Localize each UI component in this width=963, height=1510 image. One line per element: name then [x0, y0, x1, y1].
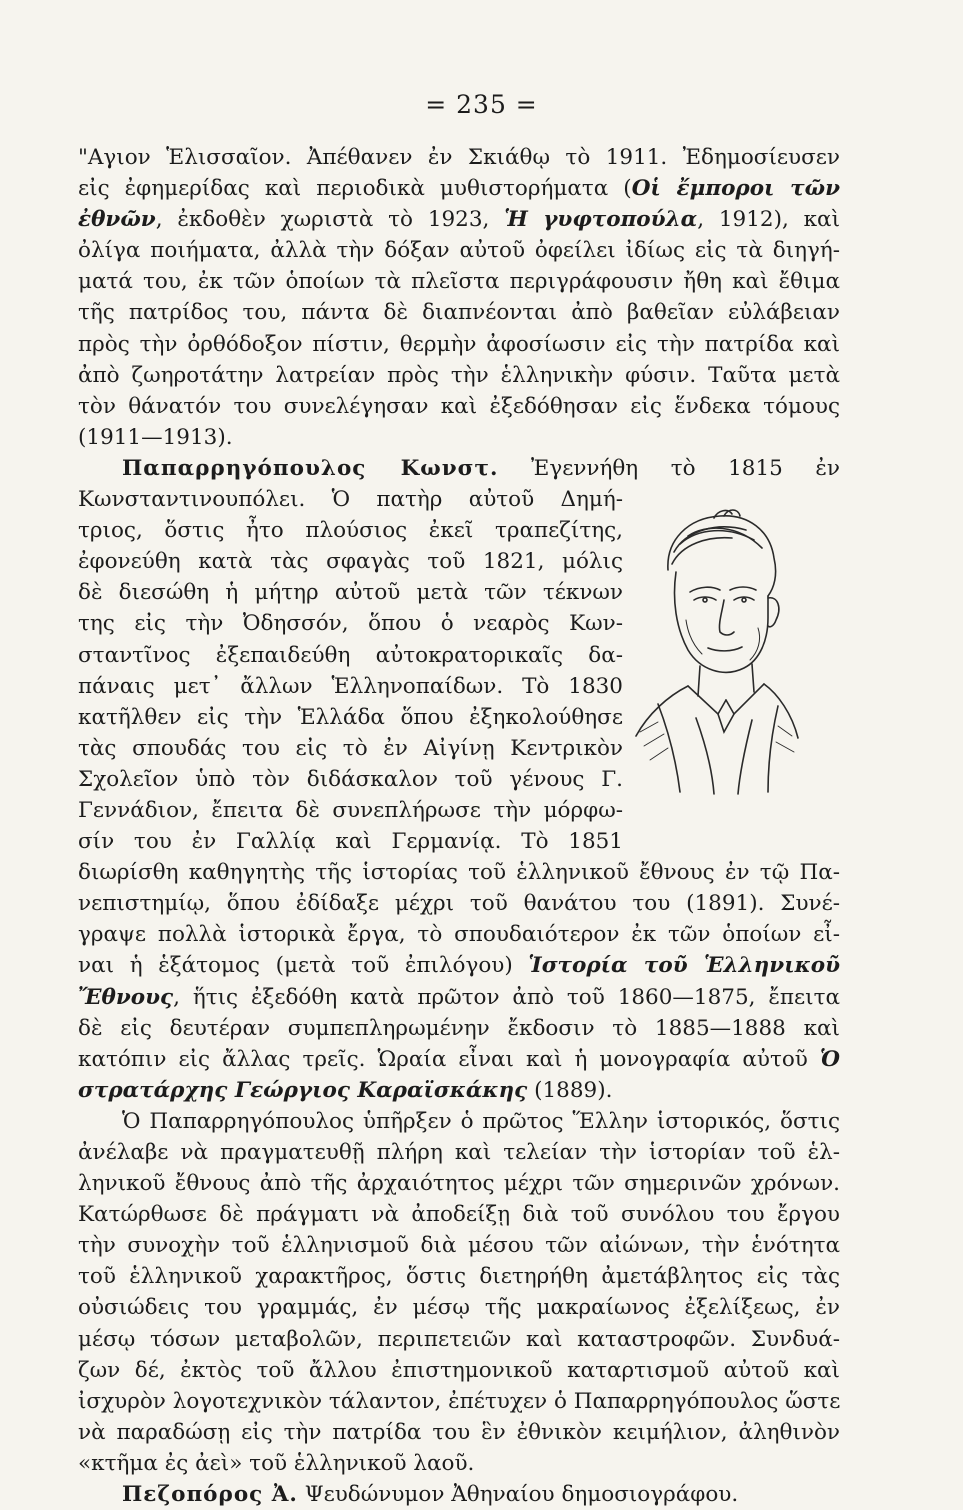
text-run: γραψε πολλὰ ἱστορικὰ ἔργα, τὸ σπουδαιότερον ἐκ τῶν ὁποίων εἶ- [78, 922, 840, 948]
text-line [78, 1386, 840, 1417]
text-run: , ἐκδοθὲν χωριστὰ τὸ 1923, [155, 207, 505, 233]
text-line [78, 422, 840, 453]
emphasized-title: Ἱστορία τοῦ Ἑλληνικοῦ [528, 953, 840, 979]
entry-heading: Πεζοπόρος Ἀ. [122, 1482, 298, 1508]
text-line [78, 919, 840, 950]
text-run: τριος, ὅστις ἦτο πλούσιος ἐκεῖ τραπεζίτης, [78, 518, 623, 544]
text-line [78, 826, 623, 857]
text-run: της εἰς τὴν Ὀδησσόν, ὅπου ὁ νεαρὸς Κων- [78, 611, 623, 637]
text-line [78, 329, 840, 360]
text-run: νεπιστημίῳ, ὅπου ἐδίδαξε μέχρι τοῦ θανάτου του (1891). Συνέ- [78, 891, 840, 917]
text-run: πρὸς τὴν ὀρθόδοξον πίστιν, θερμὴν ἀφοσίωσιν εἰς τὴν πατρίδα καὶ [78, 331, 840, 357]
text-line [78, 1417, 840, 1448]
text-line [78, 1261, 840, 1292]
text-run: Γεννάδιον, ἔπειτα δὲ συνεπλήρωσε τὴν μόρφω- [78, 797, 623, 823]
text-run: «κτῆμα ἐς ἀεὶ» τοῦ ἑλληνικοῦ λαοῦ. [78, 1450, 475, 1476]
text-line [78, 1324, 840, 1355]
text-line [78, 235, 840, 266]
text-run: ἀνέλαβε νὰ πραγματευθῇ πλήρη καὶ τελείαν τὴν ἱστορίαν τοῦ ἑλ- [78, 1140, 840, 1165]
text-run: τοῦ ἑλληνικοῦ χαρακτῆρος, ὅστις διετηρήθη ἀμετάβλητος εἰς τὰς [78, 1264, 840, 1290]
text-line [78, 297, 840, 328]
emphasized-title: Ἔθνους [78, 984, 174, 1010]
text-run: οὐσιώδεις του γραμμάς, ἐν μέσῳ τῆς μακραίωνος ἐξελίξεως, ἐν [78, 1295, 840, 1321]
text-line [78, 733, 623, 764]
emphasized-title: ἐθνῶν [78, 207, 156, 233]
text-run: "Αγιον Ἑλισσαῖον. Ἀπέθανεν ἐν Σκιάθῳ τὸ 1911. Ἐδημοσίευσεν [78, 145, 840, 170]
text-run: τὸν θάνατόν του συνελέγησαν καὶ ἐξεδόθησαν εἰς ἕνδεκα τόμους [78, 393, 840, 419]
text-run: τῆς πατρίδος του, πάντα δὲ διαπνέονται ἀπὸ βαθεῖαν εὐλάβειαν [78, 300, 840, 326]
text-line [78, 1075, 840, 1106]
text-line [78, 1044, 840, 1075]
text-line [78, 608, 623, 639]
text-run: Ψευδώνυμον Ἀθηναίου δημοσιογράφου. [297, 1482, 739, 1508]
portrait-illustration [628, 500, 808, 800]
text-run: ἰσχυρὸν λογοτεχνικὸν τάλαντον, ἐπέτυχεν ὁ Παπαρρηγόπουλος ὥστε [78, 1388, 840, 1414]
text-line [78, 857, 840, 888]
entry-heading: Παπαρρηγόπουλος Κωνστ. [122, 455, 499, 481]
text-run: τὴν συνοχὴν τοῦ ἑλληνισμοῦ διὰ μέσου τῶν αἰώνων, τὴν ἑνότητα [78, 1233, 840, 1259]
text-line [78, 1013, 840, 1044]
text-run: ναι ἡ ἑξάτομος (μετὰ τοῦ ἐπιλόγου) [78, 953, 529, 979]
text-run: σταντῖνος ἐξεπαιδεύθη αὐτοκρατορικαῖς δα- [78, 642, 623, 668]
emphasized-title: Ἡ γυφτοπούλα [504, 207, 698, 233]
text-line [78, 640, 623, 671]
text-run: (1911—1913). [78, 424, 233, 450]
text-run: Κατώρθωσε δὲ πράγματι νὰ ἀποδείξῃ διὰ τοῦ συνόλου του ἔργου [78, 1202, 840, 1228]
text-run: (1889). [527, 1077, 613, 1103]
text-line [78, 795, 623, 826]
text-run: πάναις μετ᾽ ἄλλων Ἑλληνοπαίδων. Τὸ 1830 [78, 673, 623, 699]
text-line [78, 1137, 840, 1168]
text-run: σίν του ἐν Γαλλίᾳ καὶ Γερμανίᾳ. Τὸ 1851 [78, 829, 623, 855]
text-line [78, 391, 840, 422]
text-run: κατῆλθεν εἰς τὴν Ἑλλάδα ὅπου ἐξηκολούθησε [78, 704, 623, 730]
text-line [78, 453, 840, 484]
text-run: νὰ παραδώσῃ εἰς τὴν πατρίδα του ἓν ἐθνικὸν κειμήλιον, ἀληθινὸν [78, 1419, 840, 1445]
text-line [78, 671, 623, 702]
text-run: εἰς ἐφημερίδας καὶ περιοδικὰ μυθιστορήματα ( [78, 176, 632, 202]
text-run: ζων δέ, ἐκτὸς τοῦ ἄλλου ἐπιστημονικοῦ καταρτισμοῦ αὐτοῦ καὶ [78, 1357, 840, 1383]
text-line [78, 950, 840, 981]
text-line [78, 204, 840, 235]
text-run: ὀλίγα ποιήματα, ἀλλὰ τὴν δόξαν αὐτοῦ ὀφείλει ἰδίως εἰς τὰ διηγή- [78, 238, 840, 264]
text-line [78, 1199, 840, 1230]
text-run: , 1912), καὶ [697, 207, 840, 233]
text-line [78, 1230, 840, 1261]
text-line [78, 484, 623, 515]
emphasized-title: Ὁ [819, 1046, 840, 1072]
text-run: ματά του, ἐκ τῶν ὁποίων τὰ πλεῖστα περιγράφουσιν ἤθη καὶ ἔθιμα [78, 269, 840, 295]
text-line [78, 702, 623, 733]
text-run: ἀπὸ ζωηροτάτην λατρείαν πρὸς τὴν ἑλληνικὴν φύσιν. Ταῦτα μετὰ [78, 362, 840, 388]
text-run: Ὁ Παπαρρηγόπουλος ὑπῆρξεν ὁ πρῶτος Ἕλλην ἱστορικός, ὅστις [122, 1108, 840, 1134]
text-line [78, 577, 623, 608]
text-run: δὲ διεσώθη ἡ μήτηρ αὐτοῦ μετὰ τῶν τέκνων [78, 580, 623, 606]
text-line [78, 1448, 840, 1479]
text-run: Ἐγεννήθη τὸ 1815 ἐν [498, 455, 840, 481]
text-line [78, 546, 623, 577]
emphasized-title: στρατάρχης Γεώργιος Καραϊσκάκης [78, 1077, 528, 1103]
page-text [78, 142, 840, 1510]
text-line [78, 888, 840, 919]
text-run: ληνικοῦ ἔθνους ἀπὸ τῆς ἀρχαιότητος μέχρι τῶν σημερινῶν χρόνων. [78, 1171, 840, 1197]
text-run: Κωνσταντινουπόλει. Ὁ πατὴρ αὐτοῦ Δημή- [78, 487, 623, 513]
text-run: , ἥτις ἐξεδόθη κατὰ πρῶτον ἀπὸ τοῦ 1860—1875, ἔπειτα [173, 984, 840, 1010]
text-line [78, 764, 623, 795]
text-line [78, 1106, 840, 1137]
text-run: δὲ εἰς δευτέραν συμπεπληρωμένην ἔκδοσιν τὸ 1885—1888 καὶ [78, 1015, 840, 1041]
text-run: κατόπιν εἰς ἄλλας τρεῖς. Ὡραία εἶναι καὶ ἡ μονογραφία αὐτοῦ [78, 1046, 820, 1072]
text-line [78, 1355, 840, 1386]
text-line [78, 982, 840, 1013]
text-line [78, 173, 840, 204]
text-line [78, 360, 840, 391]
text-line [78, 515, 623, 546]
text-run: Σχολεῖον ὑπὸ τὸν διδάσκαλον τοῦ γένους Γ. [78, 766, 623, 792]
page-number: = 235 = [425, 90, 538, 119]
text-run: ἐφονεύθη κατὰ τὰς σφαγὰς τοῦ 1821, μόλις [78, 549, 623, 575]
text-line [78, 142, 840, 173]
text-line [78, 1168, 840, 1199]
text-line [78, 266, 840, 297]
text-line [78, 1479, 840, 1510]
text-run: τὰς σπουδάς του εἰς τὸ ἐν Αἰγίνῃ Κεντρικὸν [78, 735, 623, 761]
text-line [78, 1292, 840, 1323]
text-run: διωρίσθη καθηγητὴς τῆς ἱστορίας τοῦ ἑλληνικοῦ ἔθνους ἐν τῷ Πα- [78, 860, 840, 886]
text-run: μέσῳ τόσων μεταβολῶν, περιπετειῶν καὶ καταστροφῶν. Συνδυά- [78, 1326, 840, 1352]
emphasized-title: Οἱ ἔμποροι τῶν [631, 176, 840, 202]
